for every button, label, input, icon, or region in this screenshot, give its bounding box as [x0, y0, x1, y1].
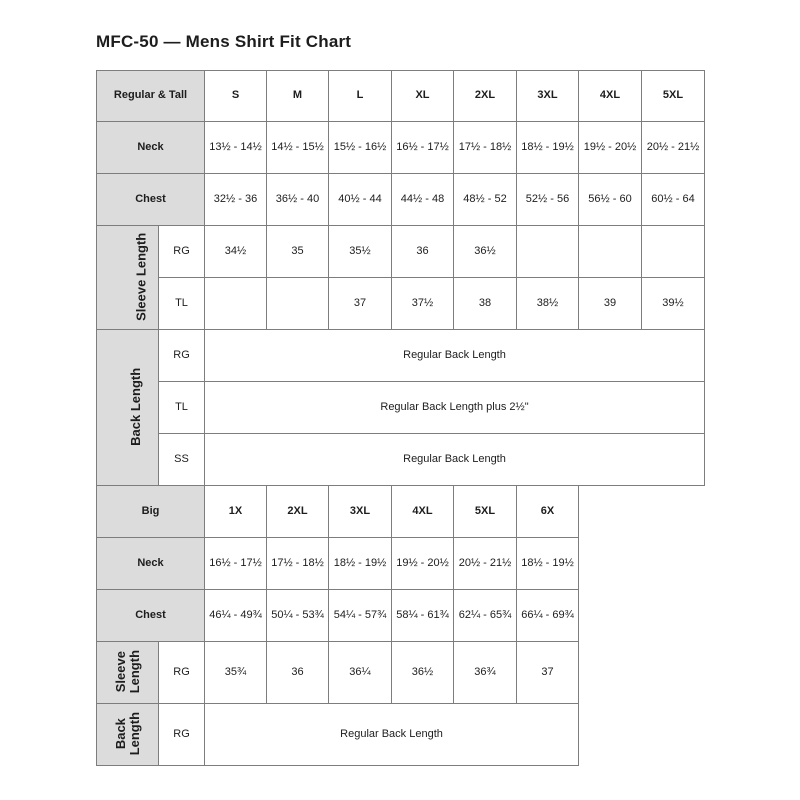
big-sleeve-line2: Length: [126, 650, 142, 694]
chest-value: 40½ - 44: [329, 174, 392, 226]
back-ss-row: [97, 434, 705, 486]
size-header: S: [205, 71, 267, 122]
size-header: 5XL: [642, 71, 705, 122]
big-chest-row: [97, 590, 579, 642]
chest-value: 48½ - 52: [454, 174, 517, 226]
big-back-length-label: [97, 704, 159, 766]
big-back-rg-value: Regular Back Length: [205, 704, 579, 766]
sleeve-tl-row: [97, 278, 705, 330]
big-back-line2: Length: [126, 712, 142, 756]
back-tl-row: [97, 382, 705, 434]
back-ss-value: Regular Back Length: [205, 434, 705, 486]
big-sleeve-length-text: [114, 650, 141, 693]
neck-value: 14½ - 15½: [267, 122, 329, 174]
big-neck-value: 17½ - 18½: [267, 538, 329, 590]
sleeve-length-label: [97, 226, 159, 330]
sleeve-tl-value: 37½: [392, 278, 454, 330]
size-header: XL: [392, 71, 454, 122]
big-size-header: 3XL: [329, 486, 392, 538]
big-sleeve-rg-value: 35¾: [205, 642, 267, 704]
size-header: M: [267, 71, 329, 122]
back-tl-value: Regular Back Length plus 2½": [205, 382, 705, 434]
big-sleeve-row: [97, 642, 579, 704]
big-back-line1: Back: [112, 718, 128, 750]
sleeve-tl-value: 39: [579, 278, 642, 330]
sleeve-tl-value: [205, 278, 267, 330]
chest-value: 44½ - 48: [392, 174, 454, 226]
neck-value: 17½ - 18½: [454, 122, 517, 174]
big-chest-label: Chest: [97, 590, 205, 642]
neck-label: Neck: [97, 122, 205, 174]
sleeve-tl-value: 37: [329, 278, 392, 330]
chest-label: Chest: [97, 174, 205, 226]
chest-value: 32½ - 36: [205, 174, 267, 226]
big-back-rg-label: RG: [159, 704, 205, 766]
big-corner-label: Big: [97, 486, 205, 538]
back-rg-value: Regular Back Length: [205, 330, 705, 382]
big-back-row: [97, 704, 579, 766]
big-size-header: 4XL: [392, 486, 454, 538]
back-tl-label: TL: [159, 382, 205, 434]
big-neck-value: 20½ - 21½: [454, 538, 517, 590]
size-header: 4XL: [579, 71, 642, 122]
chest-value: 56½ - 60: [579, 174, 642, 226]
sleeve-tl-value: 39½: [642, 278, 705, 330]
sleeve-rg-label: RG: [159, 226, 205, 278]
neck-value: 16½ - 17½: [392, 122, 454, 174]
chest-value: 60½ - 64: [642, 174, 705, 226]
big-chest-value: 50¼ - 53¾: [267, 590, 329, 642]
back-rg-label: RG: [159, 330, 205, 382]
chest-row: [97, 174, 705, 226]
big-neck-value: 16½ - 17½: [205, 538, 267, 590]
neck-value: 18½ - 19½: [517, 122, 579, 174]
big-size-header-row: [97, 486, 579, 538]
big-size-header: 2XL: [267, 486, 329, 538]
big-neck-value: 18½ - 19½: [517, 538, 579, 590]
big-sleeve-rg-label: RG: [159, 642, 205, 704]
big-sleeve-rg-value: 36¾: [454, 642, 517, 704]
big-chest-value: 58¼ - 61¾: [392, 590, 454, 642]
neck-value: 19½ - 20½: [579, 122, 642, 174]
big-sleeve-line1: Sleeve: [112, 651, 128, 693]
size-header: 2XL: [454, 71, 517, 122]
big-sleeve-rg-value: 36¼: [329, 642, 392, 704]
sleeve-rg-value: 35½: [329, 226, 392, 278]
sleeve-rg-value: 36½: [454, 226, 517, 278]
sleeve-rg-value: [642, 226, 705, 278]
big-neck-label: Neck: [97, 538, 205, 590]
back-length-text: Back Length: [128, 367, 144, 446]
big-sleeve-rg-value: 36: [267, 642, 329, 704]
back-length-label: [97, 330, 159, 486]
sleeve-length-text: Sleeve Length: [133, 232, 149, 321]
big-size-header: 5XL: [454, 486, 517, 538]
big-neck-value: 18½ - 19½: [329, 538, 392, 590]
sleeve-tl-value: [267, 278, 329, 330]
big-back-length-text: [114, 712, 141, 755]
sleeve-tl-label: TL: [159, 278, 205, 330]
big-chest-value: 46¼ - 49¾: [205, 590, 267, 642]
sleeve-rg-value: 36: [392, 226, 454, 278]
big-neck-value: 19½ - 20½: [392, 538, 454, 590]
big-neck-row: [97, 538, 579, 590]
big-size-header: 1X: [205, 486, 267, 538]
regular-tall-size-table: [96, 70, 705, 486]
neck-value: 20½ - 21½: [642, 122, 705, 174]
big-chest-value: 62¼ - 65¾: [454, 590, 517, 642]
size-header-row: [97, 71, 705, 122]
sleeve-rg-value: [579, 226, 642, 278]
sleeve-tl-value: 38½: [517, 278, 579, 330]
neck-value: 13½ - 14½: [205, 122, 267, 174]
back-ss-label: SS: [159, 434, 205, 486]
big-sleeve-length-label: [97, 642, 159, 704]
chest-value: 52½ - 56: [517, 174, 579, 226]
sleeve-rg-value: 34½: [205, 226, 267, 278]
big-chest-value: 66¼ - 69¾: [517, 590, 579, 642]
size-header: L: [329, 71, 392, 122]
back-rg-row: [97, 330, 705, 382]
big-chest-value: 54¼ - 57¾: [329, 590, 392, 642]
sleeve-rg-row: [97, 226, 705, 278]
big-sleeve-rg-value: 37: [517, 642, 579, 704]
big-size-table: [96, 485, 579, 766]
sleeve-rg-value: [517, 226, 579, 278]
corner-label: Regular & Tall: [97, 71, 205, 122]
neck-value: 15½ - 16½: [329, 122, 392, 174]
neck-row: [97, 122, 705, 174]
chest-value: 36½ - 40: [267, 174, 329, 226]
sleeve-rg-value: 35: [267, 226, 329, 278]
size-header: 3XL: [517, 71, 579, 122]
big-size-header: 6X: [517, 486, 579, 538]
sleeve-tl-value: 38: [454, 278, 517, 330]
chart-title: MFC-50 — Mens Shirt Fit Chart: [96, 32, 352, 51]
big-sleeve-rg-value: 36½: [392, 642, 454, 704]
